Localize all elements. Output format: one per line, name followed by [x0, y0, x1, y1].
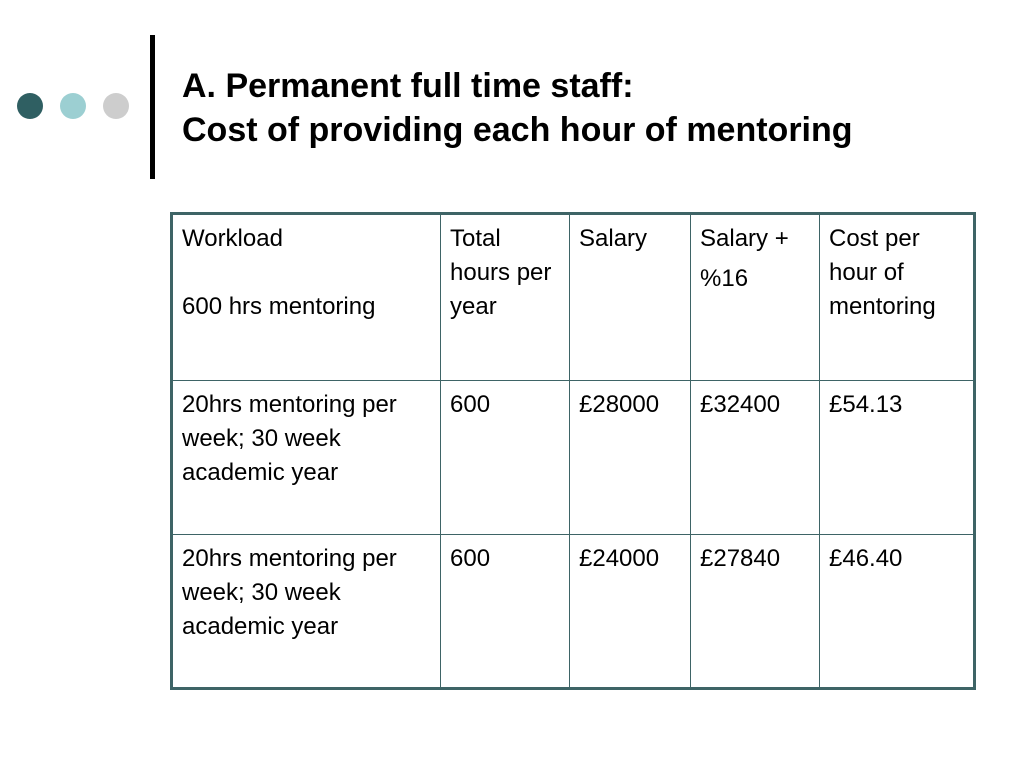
row-workload: 20hrs mentoring per week; 30 week academic year — [172, 381, 441, 535]
row-workload: 20hrs mentoring per week; 30 week academic year — [172, 535, 441, 689]
slide-title — [182, 64, 1002, 152]
slide-title-line-1: A. Permanent full time staff: — [182, 67, 634, 105]
row-salary: £28000 — [570, 381, 691, 535]
row-cost-per-hour: £54.13 — [820, 381, 975, 535]
decor-dot-dark — [17, 93, 43, 119]
row-salary-plus: £27840 — [691, 535, 820, 689]
header-workload-sub: 600 hrs mentoring — [182, 293, 376, 320]
decor-dot-gray — [103, 93, 129, 119]
row-salary-plus: £32400 — [691, 381, 820, 535]
header-salary: Salary — [570, 214, 691, 381]
table-row — [172, 381, 975, 535]
header-total-hours: Total hours per year — [441, 214, 570, 381]
decor-dot-light-teal — [60, 93, 86, 119]
slide-title-line-2: Cost of providing each hour of mentoring — [182, 111, 853, 149]
header-cost-per-hour: Cost per hour of mentoring — [820, 214, 975, 381]
row-total-hours: 600 — [441, 535, 570, 689]
row-cost-per-hour: £46.40 — [820, 535, 975, 689]
header-salary-plus-cell — [691, 214, 820, 381]
header-workload-label: Workload — [182, 225, 283, 252]
table-row — [172, 535, 975, 689]
header-salary-plus-line-2: %16 — [700, 265, 749, 292]
header-salary-plus-line-1: Salary + — [700, 225, 789, 252]
row-total-hours: 600 — [441, 381, 570, 535]
table-header-row — [172, 214, 975, 381]
title-divider — [150, 35, 155, 179]
row-salary: £24000 — [570, 535, 691, 689]
cost-table — [170, 212, 976, 690]
header-workload-cell — [172, 214, 441, 381]
